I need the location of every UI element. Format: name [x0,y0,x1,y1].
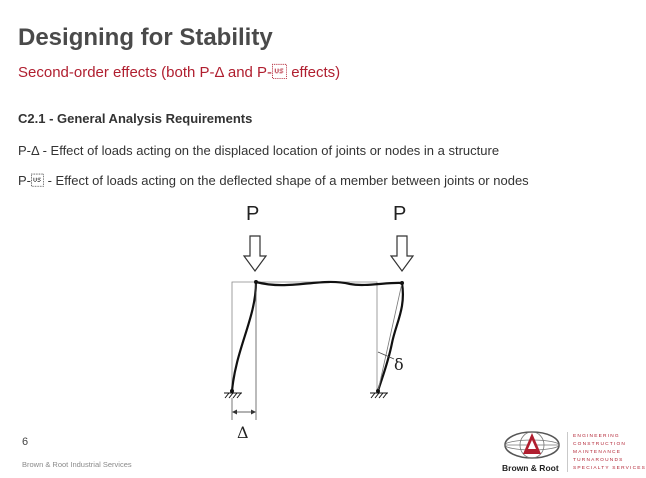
logo-divider [567,432,568,472]
globe-logo-icon [500,430,566,462]
service-item: MAINTENANCE [573,450,622,455]
services-list [573,433,646,473]
p-small-delta-definition: P- - Effect of loads acting on the deflected shape of a member between joints or nodes [18,173,529,188]
joint-right-top [400,281,404,285]
footer-company-text: Brown & Root Industrial Services [22,460,132,469]
support-left [224,393,242,398]
load-label-left: P [246,203,260,225]
deformed-left-column [232,282,256,391]
joint-left-top [254,280,258,284]
Delta-label: Δ [237,423,249,442]
slide-title: Designing for Stability [18,24,273,51]
section-heading: C2.1 - General Analysis Requirements [18,111,253,126]
service-item: CONSTRUCTION [573,442,627,447]
brown-and-root-logo [500,430,646,474]
frame-diagram [210,198,440,443]
joint-right-base [376,389,380,393]
delta-leader [378,352,394,359]
service-item: TURNAROUNDS [573,458,624,463]
load-arrow-left [244,236,266,271]
service-item: ENGINEERING [573,434,620,439]
support-right [370,393,388,398]
chord-line [378,283,402,391]
logo-wordmark: Brown & Root [502,463,559,473]
sway-arrow-left [232,410,237,415]
load-label-right: P [393,203,407,225]
slide-subtitle: Second-order effects (both P-Δ and P- effects) [18,64,341,81]
p-delta-definition: P-Δ - Effect of loads acting on the displaced location of joints or nodes in a structure [18,143,500,158]
service-item: SPECIALTY SERVICES [573,466,646,471]
delta-label: δ [394,355,404,374]
deformed-beam [256,282,402,285]
page-number: 6 [22,436,29,448]
joint-left-base [230,389,234,393]
sway-arrow-right [251,410,256,415]
load-arrow-right [391,236,413,271]
